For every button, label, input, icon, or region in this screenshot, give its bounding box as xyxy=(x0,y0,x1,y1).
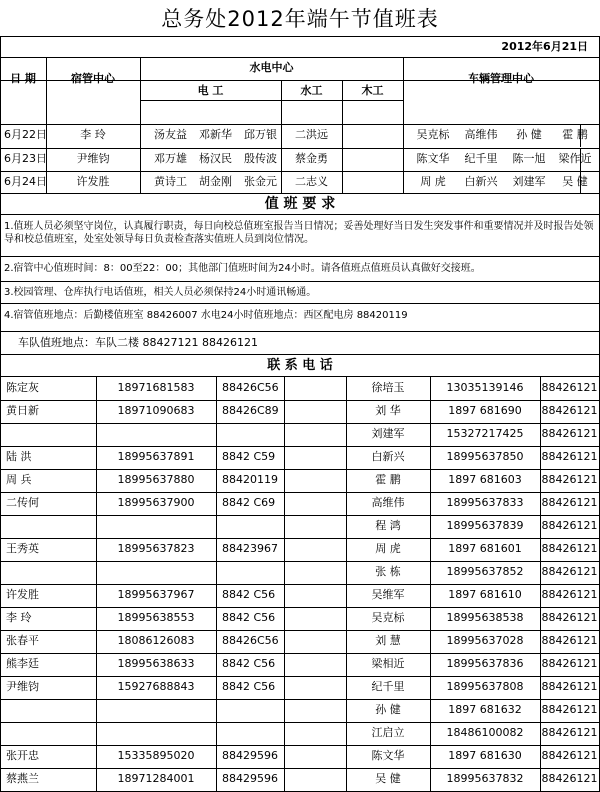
contact-mobile: 18995637880 xyxy=(117,473,195,486)
contact-name: 许发胜 xyxy=(6,588,39,601)
contact-mobile: 18086126083 xyxy=(117,634,195,647)
contacts-title: 联 系 电 话 xyxy=(267,358,333,373)
contact-mobile-2: 13035139146 xyxy=(446,381,524,394)
contact-name-2: 梁相近 xyxy=(371,657,405,670)
contact-phone-2: 88426121 xyxy=(541,565,598,578)
contact-mobile-2: 18486100082 xyxy=(446,726,524,739)
contact-mobile: 18995638633 xyxy=(117,657,195,670)
schedule-vehicle: 陈文华 xyxy=(416,152,450,165)
contact-phone-2: 88426121 xyxy=(541,634,598,647)
contact-phone: 88429596 xyxy=(222,749,278,762)
requirement-note: 4.宿管值班地点：后勤楼值班室 88426007 水电24小时值班地点：西区配电房 88420119 xyxy=(4,310,408,321)
contact-name-2: 吴克标 xyxy=(371,611,405,624)
contact-name-2: 霍 鹏 xyxy=(375,473,401,486)
h-rule xyxy=(0,124,600,125)
contact-phone: 8842 C56 xyxy=(222,611,276,624)
h-rule xyxy=(0,446,600,447)
h-rule xyxy=(0,354,600,355)
contact-phone-2: 88426121 xyxy=(541,588,598,601)
h-rule xyxy=(0,607,600,608)
schedule-electrician: 殷传波 xyxy=(244,152,277,165)
contact-mobile-2: 18995637839 xyxy=(446,519,524,532)
contact-mobile-2: 18995637028 xyxy=(446,634,524,647)
contact-name-2: 白新兴 xyxy=(371,450,405,463)
requirements-title: 值 班 要 求 xyxy=(264,196,336,212)
schedule-electrician: 邱万银 xyxy=(244,128,277,141)
schedule-vehicle: 刘建军 xyxy=(512,175,546,188)
contact-phone: 88426C56 xyxy=(222,634,279,647)
team-duty-note: 车队值班地点：车队二楼 88427121 88426121 xyxy=(18,336,258,349)
contact-name-2: 刘 慧 xyxy=(375,634,401,647)
h-rule xyxy=(0,57,600,58)
contact-phone: 88423967 xyxy=(222,542,278,555)
column-header-vehicle: 车辆管理中心 xyxy=(468,72,534,85)
schedule-vehicle: 周 虎 xyxy=(420,175,446,188)
contact-name: 二传何 xyxy=(6,496,39,509)
v-rule xyxy=(284,376,285,792)
h-rule xyxy=(0,281,600,282)
h-rule xyxy=(0,492,600,493)
contact-mobile-2: 18995637850 xyxy=(446,450,524,463)
v-rule xyxy=(0,36,1,792)
schedule-electrician: 胡金刚 xyxy=(199,175,232,188)
contact-phone-2: 88426121 xyxy=(541,749,598,762)
requirement-note: 1.值班人员必须坚守岗位，认真履行职责，每日向校总值班室报告当日情况；妥善处理好当日发生突发事件和重要情况并及时报告处领导和校总值班室，处室处领导每日负责检查落实值班人员到岗位情况。 xyxy=(4,221,594,245)
schedule-vehicle: 白新兴 xyxy=(464,175,498,188)
contact-mobile: 18971284001 xyxy=(117,772,195,785)
h-rule xyxy=(0,36,600,37)
contact-phone-2: 88426121 xyxy=(541,404,598,417)
h-rule xyxy=(0,653,600,654)
h-rule xyxy=(0,699,600,700)
h-rule xyxy=(0,303,600,304)
schedule-dorm: 尹维钧 xyxy=(76,152,110,165)
h-rule xyxy=(0,376,600,377)
contact-mobile-2: 1897 681603 xyxy=(448,473,522,486)
contact-name-2: 周 虎 xyxy=(375,542,401,555)
contact-name-2: 吴 健 xyxy=(375,772,401,785)
schedule-vehicle: 梁作近 xyxy=(558,152,592,165)
v-rule xyxy=(140,57,141,193)
contact-phone-2: 88426121 xyxy=(541,427,598,440)
contact-name-2: 陈文华 xyxy=(371,749,405,762)
contact-phone-2: 88426121 xyxy=(541,381,598,394)
contact-name: 陆 洪 xyxy=(6,450,32,463)
schedule-electrician: 杨汉民 xyxy=(199,152,232,165)
h-rule xyxy=(0,331,600,332)
schedule-vehicle: 陈一旭 xyxy=(512,152,546,165)
contact-name-2: 吴维军 xyxy=(371,588,405,601)
contact-phone-2: 88426121 xyxy=(541,657,598,670)
contact-phone-2: 88426121 xyxy=(541,611,598,624)
column-header-water-elec: 水电中心 xyxy=(249,61,294,74)
contact-phone-2: 88426121 xyxy=(541,772,598,785)
schedule-plumber: 蔡金勇 xyxy=(295,152,328,165)
contact-mobile-2: 18995637808 xyxy=(446,680,524,693)
contact-name-2: 高维伟 xyxy=(371,496,405,509)
contact-mobile-2: 1897 681632 xyxy=(448,703,522,716)
h-rule xyxy=(0,171,600,172)
contact-name: 黄日新 xyxy=(6,404,39,417)
contact-mobile: 18995637900 xyxy=(117,496,195,509)
contact-phone: 88426C89 xyxy=(222,404,279,417)
contact-phone-2: 88426121 xyxy=(541,496,598,509)
schedule-vehicle: 霍 鹏 xyxy=(562,128,588,141)
schedule-date: 6月23日 xyxy=(4,152,47,165)
contact-phone: 88426C56 xyxy=(222,381,279,394)
contact-mobile-2: 18995638538 xyxy=(446,611,524,624)
contact-mobile-2: 1897 681690 xyxy=(448,404,522,417)
schedule-electrician: 汤友益 xyxy=(154,128,187,141)
requirement-note: 2.宿管中心值班时间：8：00至22：00；其他部门值班时间为24小时。请各值班点值班员认真做好交接班。 xyxy=(4,263,481,274)
contact-mobile-2: 18995637836 xyxy=(446,657,524,670)
contact-name: 王秀英 xyxy=(6,542,39,555)
schedule-date: 6月24日 xyxy=(4,175,47,188)
v-rule xyxy=(96,376,97,792)
h-rule xyxy=(0,722,600,723)
schedule-vehicle: 纪千里 xyxy=(464,152,498,165)
column-header-plumber: 水工 xyxy=(300,84,323,97)
schedule-dorm: 许发胜 xyxy=(76,175,110,188)
contact-name-2: 程 鸿 xyxy=(375,519,401,532)
schedule-vehicle: 孙 健 xyxy=(516,128,542,141)
contact-name-2: 江启立 xyxy=(371,726,405,739)
h-rule xyxy=(0,214,600,215)
h-rule xyxy=(0,423,600,424)
h-rule xyxy=(0,676,600,677)
schedule-vehicle: 高维伟 xyxy=(464,128,498,141)
h-rule xyxy=(0,193,600,194)
schedule-electrician: 邓万雄 xyxy=(154,152,187,165)
h-rule xyxy=(0,538,600,539)
schedule-dorm: 李 玲 xyxy=(80,128,106,141)
contact-mobile: 18971681583 xyxy=(117,381,195,394)
contact-phone-2: 88426121 xyxy=(541,519,598,532)
contact-name-2: 徐培玉 xyxy=(371,381,405,394)
contact-name-2: 刘 华 xyxy=(375,404,401,417)
schedule-plumber: 二洪远 xyxy=(295,128,328,141)
v-rule xyxy=(216,376,217,792)
h-rule xyxy=(0,469,600,470)
contact-mobile-2: 15327217425 xyxy=(446,427,524,440)
contact-name-2: 张 栋 xyxy=(375,565,401,578)
contact-phone-2: 88426121 xyxy=(541,542,598,555)
contact-name: 张开忠 xyxy=(6,749,39,762)
contact-mobile: 15927688843 xyxy=(117,680,195,693)
h-rule xyxy=(0,745,600,746)
schedule-electrician: 邓新华 xyxy=(199,128,232,141)
h-rule xyxy=(0,400,600,401)
contact-mobile-2: 1897 681601 xyxy=(448,542,522,555)
report-date: 2012年6月21日 xyxy=(501,40,588,53)
contact-mobile-2: 1897 681610 xyxy=(448,588,522,601)
contact-mobile: 18971090683 xyxy=(117,404,195,417)
contact-phone-2: 88426121 xyxy=(541,473,598,486)
contact-mobile-2: 1897 681630 xyxy=(448,749,522,762)
schedule-electrician: 张金元 xyxy=(244,175,277,188)
contact-phone: 8842 C56 xyxy=(222,680,276,693)
h-rule xyxy=(0,630,600,631)
h-rule xyxy=(0,148,600,149)
h-rule xyxy=(0,584,600,585)
contact-phone-2: 88426121 xyxy=(541,450,598,463)
column-header-dorm: 宿管中心 xyxy=(71,72,115,85)
contact-name: 张春平 xyxy=(6,634,39,647)
column-header-date: 日 期 xyxy=(10,72,36,85)
contact-name: 尹维钧 xyxy=(6,680,39,693)
h-rule xyxy=(0,515,600,516)
schedule-electrician: 黄诗工 xyxy=(154,175,187,188)
contact-mobile: 18995638553 xyxy=(117,611,195,624)
h-rule xyxy=(0,561,600,562)
contact-mobile-2: 18995637833 xyxy=(446,496,524,509)
column-header-carpenter: 木工 xyxy=(361,84,384,97)
contact-phone-2: 88426121 xyxy=(541,703,598,716)
contact-name: 李 玲 xyxy=(6,611,32,624)
contact-name: 蔡燕兰 xyxy=(6,772,39,785)
schedule-date: 6月22日 xyxy=(4,128,47,141)
contact-mobile-2: 18995637832 xyxy=(446,772,524,785)
contact-phone: 8842 C59 xyxy=(222,450,276,463)
contact-mobile: 18995637891 xyxy=(117,450,195,463)
column-header-electrician: 电 工 xyxy=(197,84,224,97)
schedule-vehicle: 吴克标 xyxy=(416,128,450,141)
contact-phone: 88420119 xyxy=(222,473,278,486)
h-rule xyxy=(0,768,600,769)
contact-name: 周 兵 xyxy=(6,473,32,486)
contact-phone: 88429596 xyxy=(222,772,278,785)
requirement-note: 3.校园管理、仓库执行电话值班，相关人员必须保持24小时通讯畅通。 xyxy=(4,287,317,298)
page-title: 总务处2012年端午节值班表 xyxy=(161,7,439,31)
schedule-vehicle: 吴 健 xyxy=(562,175,588,188)
contact-phone: 8842 C69 xyxy=(222,496,276,509)
contact-mobile: 18995637967 xyxy=(117,588,195,601)
contact-name-2: 刘建军 xyxy=(371,427,405,440)
contact-name-2: 纪千里 xyxy=(371,680,405,693)
contact-mobile: 15335895020 xyxy=(117,749,195,762)
contact-mobile: 18995637823 xyxy=(117,542,195,555)
contact-phone-2: 88426121 xyxy=(541,726,598,739)
contact-phone: 8842 C56 xyxy=(222,588,276,601)
contact-phone: 8842 C56 xyxy=(222,657,276,670)
h-rule xyxy=(0,256,600,257)
contact-name: 熊李廷 xyxy=(6,657,39,670)
h-rule xyxy=(140,100,403,101)
contact-phone-2: 88426121 xyxy=(541,680,598,693)
contact-mobile-2: 18995637852 xyxy=(446,565,524,578)
contact-name: 陈定灰 xyxy=(6,381,39,394)
contact-name-2: 孙 健 xyxy=(375,703,401,716)
schedule-plumber: 二志义 xyxy=(295,175,328,188)
